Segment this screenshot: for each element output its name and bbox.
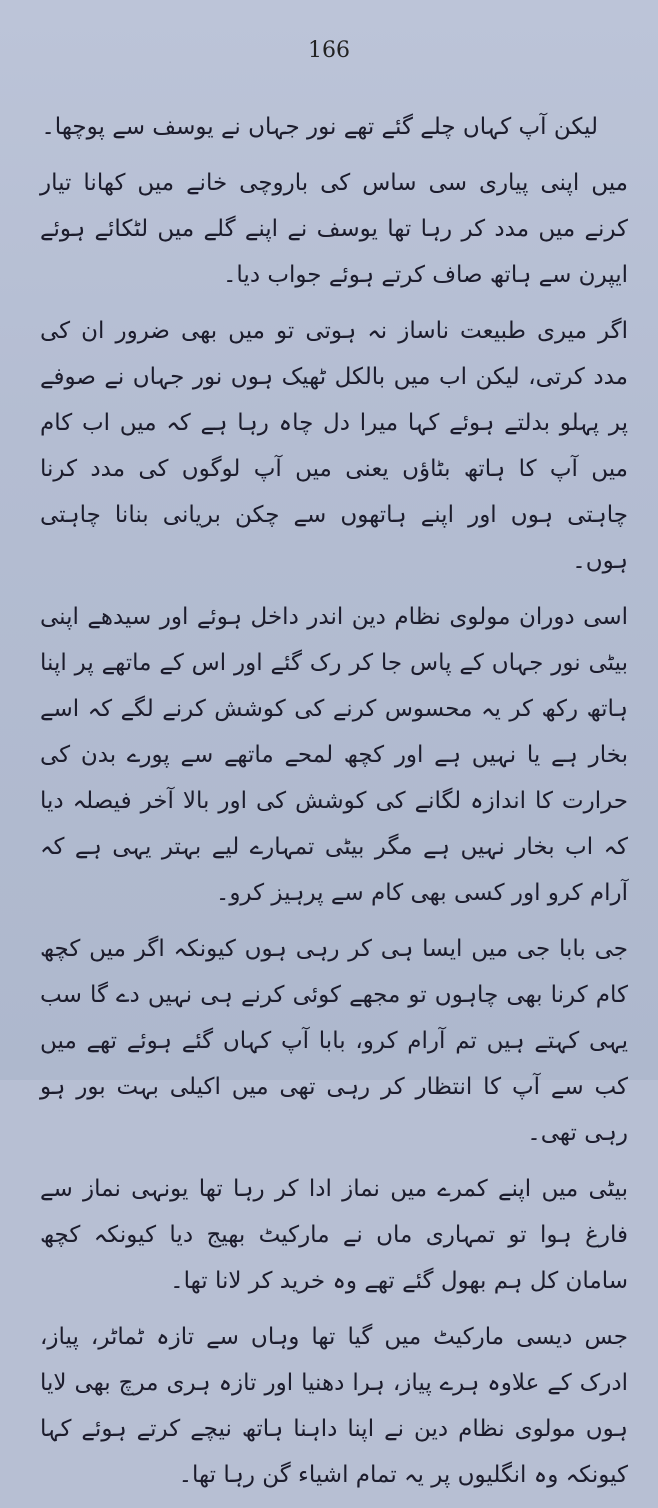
paragraph: جس دیسی مارکیٹ میں گیا تھا وہاں سے تازہ ٹماٹر، پیاز، ادرک کے علاوہ ہرے پیاز، ہرا دھنیا اور تازہ ہری مرچ بھی لایا ہوں مولوی نظام دین نے اپنا داہنا ہاتھ نیچے کرتے ہوئے کہا کیونکہ وہ انگلیوں پر یہ تمام اشیاء گن رہا تھا۔ bbox=[40, 1324, 628, 1488]
paragraph: اسی دوران مولوی نظام دین اندر داخل ہوئے اور سیدھے اپنی بیٹی نور جہاں کے پاس جا کر رک گئے اور اس کے ماتھے پر اپنا ہاتھ رکھ کر یہ محسوس کرنے کی کوشش کرنے لگے کہ اسے بخار ہے یا نہیں ہے اور کچھ لمحے ماتھے سے پورے بدن کی حرارت کا اندازہ لگانے کی کوشش کی اور بالا آخر فیصلہ دیا کہ اب بخار نہیں ہے مگر بیٹی تمہارے لیے بہتر یہی ہے کہ آرام کرو اور کسی بھی کام سے پرہیز کرو۔ bbox=[40, 604, 628, 906]
paragraph: بیٹی میں اپنے کمرے میں نماز ادا کر رہا تھا یونہی نماز سے فارغ ہوا تو تمہاری ماں نے مارکیٹ بھیج دیا کیونکہ کچھ سامان کل ہم بھول گئے تھے وہ خرید کر لانا تھا۔ bbox=[40, 1176, 628, 1294]
paragraph: جی بابا جی میں ایسا ہی کر رہی ہوں کیونکہ اگر میں کچھ کام کرنا بھی چاہوں تو مجھے کوئی کرنے ہی نہیں دے گا سب یہی کہتے ہیں تم آرام کرو، بابا آپ کہاں گئے ہوئے تھے میں کب سے آپ کا انتظار کر رہی تھی میں اکیلی بہت بور ہو رہی تھی۔ bbox=[40, 936, 628, 1146]
paragraph: لیکن آپ کہاں چلے گئے تھے نور جہاں نے یوسف سے پوچھا۔ bbox=[41, 114, 598, 140]
paragraph: میں اپنی پیاری سی ساس کی باروچی خانے میں کھانا تیار کرنے میں مدد کر رہا تھا یوسف نے اپنے گلے میں لٹکائے ہوئے ایپرن سے ہاتھ صاف کرتے ہوئے جواب دیا۔ bbox=[40, 170, 628, 288]
page-body bbox=[40, 104, 628, 1508]
page-number: 166 bbox=[308, 38, 350, 63]
paragraph: اگر میری طبیعت ناساز نہ ہوتی تو میں بھی ضرور ان کی مدد کرتی، لیکن اب میں بالکل ٹھیک ہوں نور جہاں نے صوفے پر پہلو بدلتے ہوئے کہا میرا دل چاہ رہا ہے کہ میں اب کام میں آپ کا ہاتھ بٹاؤں یعنی میں آپ لوگوں کی مدد کرنا چاہتی ہوں اور اپنے ہاتھوں سے چکن بریانی بنانا چاہتی ہوں۔ bbox=[40, 318, 628, 574]
